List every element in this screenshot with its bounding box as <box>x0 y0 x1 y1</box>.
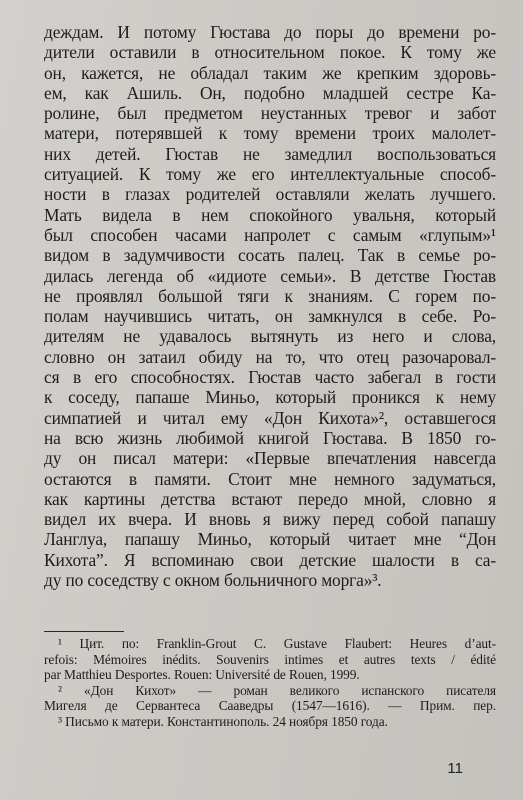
main-text <box>44 22 496 590</box>
text-line: симпатией и читал ему «Дон Кихота»², оставшегося <box>44 407 496 428</box>
text-line: ем, как Ашиль. Он, подобно младшей сестре Ка- <box>44 82 496 103</box>
text-line: видел их вчера. И вновь я вижу перед собой папашу <box>44 509 496 530</box>
text-line: ся в его способностях. Гюстав часто забегал в гости <box>44 367 496 388</box>
footnote-line: ³ Письмо к матери. Константинополь. 24 ноября 1850 года. <box>58 713 388 729</box>
footnote-line: ¹ Цит. по: Franklin-Grout C. Gustave Flaubert: Heures d’aut- <box>58 636 496 651</box>
text-line: ролине, был предметом неустанных тревог и забот <box>44 103 496 124</box>
text-line: ности в глазах родителей оставляли желать лучшего. <box>44 184 496 205</box>
text-line: на всю жизнь любимой книгой Гюстава. В 1850 го- <box>44 427 496 448</box>
text-line: них детей. Гюстав не замедлил воспользоваться <box>44 143 496 164</box>
text-line: как картины детства встают передо мной, словно я <box>44 488 496 509</box>
text-line: дилась легенда об «идиоте семьи». В детстве Гюстав <box>44 265 496 286</box>
text-line: не проявлял большой тяги к знаниям. С горем по- <box>44 285 496 306</box>
text-line: он, кажется, не обладал таким же крепким здоровь- <box>44 62 496 83</box>
text-line: ду по соседству с окном больничного морга»³. <box>44 570 382 591</box>
footnote-line: par Matthieu Desportes. Rouen: Université de Rouen, 1999. <box>44 667 360 683</box>
footnote-line: refois: Mémoires inédits. Souvenirs intimes et autres texts / édité <box>44 651 496 667</box>
footnotes <box>44 636 496 730</box>
footnote-line: Мигеля де Сервантеса Сааведры (1547—1616). — Прим. пер. <box>44 698 496 714</box>
text-line: видом в задумчивости сосать палец. Так в семье ро- <box>44 245 496 266</box>
text-line: ду он писал матери: «Первые впечатления навсегда <box>44 448 496 469</box>
text-line: Ланглуа, папашу Миньо, который читает мне “Дон <box>44 529 496 550</box>
text-line: словно он затаил обиду на то, что отец разочаровал- <box>44 346 496 367</box>
page-number: 11 <box>447 760 463 777</box>
text-line: к соседу, папаше Миньо, который проникся к нему <box>44 387 496 408</box>
text-line: Кихота”. Я вспоминаю свои детские шалости в са- <box>44 549 496 570</box>
text-line: остаются в памяти. Стоит мне немного задуматься, <box>44 468 496 489</box>
text-line: матери, потерявшей к тому времени троих малолет- <box>44 123 496 144</box>
footnote-line: ² «Дон Кихот» — роман великого испанского писателя <box>58 682 496 698</box>
text-line: Мать видела в нем спокойного увальня, который <box>44 204 496 225</box>
text-line: ситуацией. К тому же его интеллектуальные способ- <box>44 164 496 185</box>
text-line: дители оставили в относительном покое. К тому же <box>44 42 496 63</box>
text-line: полам научившись читать, он замкнулся в себе. Ро- <box>44 306 496 327</box>
text-line: дителям не удавалось вытянуть из него и слова, <box>44 326 496 347</box>
text-line: деждам. И потому Гюстава до поры до времени ро- <box>44 22 496 42</box>
footnote-divider <box>44 631 124 632</box>
text-line: был способен часами напролет с самым «глупым»¹ <box>44 224 496 245</box>
